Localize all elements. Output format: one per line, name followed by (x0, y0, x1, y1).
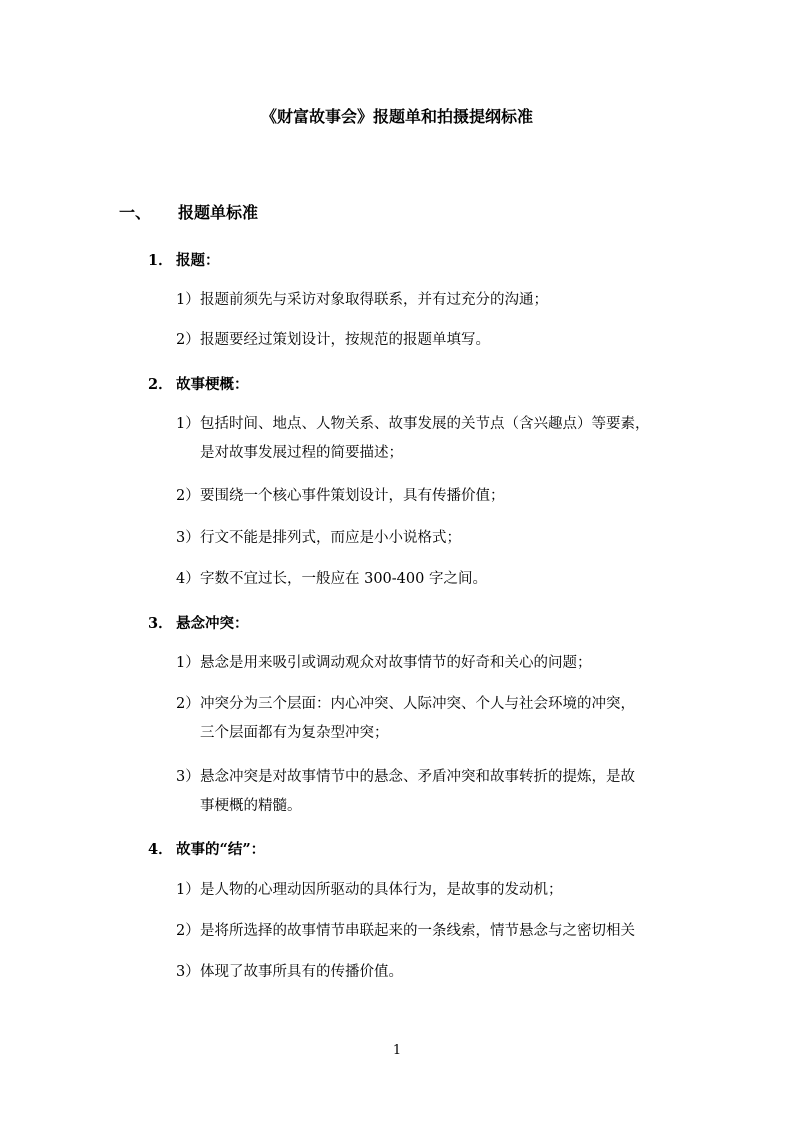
section-title: 报题单标准 (178, 203, 259, 222)
list-item (176, 917, 686, 946)
item-text: 包括时间、地点、人物关系、故事发展的关节点（含兴趣点）等要素， (200, 416, 650, 432)
list-item (176, 524, 686, 553)
item-text: 要围绕一个核心事件策划设计，具有传播价值； (200, 488, 505, 504)
subsection-number: 3． (148, 615, 173, 632)
item-number: 1） (176, 882, 200, 898)
list-item (176, 763, 686, 821)
subsection-number: 4． (148, 841, 173, 858)
item-text: 悬念冲突是对故事情节中的悬念、矛盾冲突和故事转折的提炼，是故 (200, 769, 635, 785)
item-text-continued: 事梗概的精髓。 (200, 798, 302, 814)
item-text: 报题前须先与采访对象取得联系，并有过充分的沟通； (200, 292, 548, 308)
list-item (176, 326, 686, 355)
section-number: 一、 (119, 203, 152, 222)
item-text: 体现了故事所具有的传播价值。 (200, 964, 403, 980)
item-number: 2） (176, 923, 200, 939)
item-text: 行文不能是排列式，而应是小小说格式； (200, 530, 461, 546)
subsection-title: 报题： (176, 252, 220, 269)
subsection-title: 悬念冲突： (176, 615, 249, 632)
item-text: 冲突分为三个层面：内心冲突、人际冲突、个人与社会环境的冲突， (200, 696, 635, 712)
subsection-heading (148, 373, 249, 394)
item-text: 报题要经过策划设计，按规范的报题单填写。 (200, 332, 490, 348)
subsection-title: 故事的“结”： (176, 841, 266, 858)
list-item (176, 565, 686, 594)
item-number: 2） (176, 696, 200, 712)
item-number: 2） (176, 332, 200, 348)
item-text: 是将所选择的故事情节串联起来的一条线索，情节悬念与之密切相关 (200, 923, 635, 939)
item-text: 字数不宜过长，一般应在 300-400 字之间。 (200, 571, 487, 587)
list-item (176, 649, 686, 678)
item-number: 2） (176, 488, 200, 504)
section-heading (119, 200, 258, 223)
document-title: 《财富故事会》报题单和拍摄提纲标准 (260, 107, 533, 126)
page-number: 1 (392, 1043, 402, 1058)
list-item (176, 482, 686, 511)
list-item (176, 876, 686, 905)
subsection-heading (148, 838, 265, 859)
item-number: 1） (176, 655, 200, 671)
item-number: 3） (176, 530, 200, 546)
item-number: 1） (176, 416, 200, 432)
item-text-continued: 是对故事发展过程的简要描述； (200, 445, 403, 461)
subsection-number: 2． (148, 376, 173, 393)
item-text: 是人物的心理动因所驱动的具体行为，是故事的发动机； (200, 882, 563, 898)
subsection-heading (148, 249, 220, 270)
list-item (176, 286, 686, 315)
subsection-heading (148, 612, 249, 633)
item-number: 3） (176, 769, 200, 785)
item-text: 悬念是用来吸引或调动观众对故事情节的好奇和关心的问题； (200, 655, 592, 671)
list-item (176, 690, 686, 748)
item-number: 4） (176, 571, 200, 587)
list-item (176, 410, 686, 468)
item-text-continued: 三个层面都有为复杂型冲突； (200, 725, 389, 741)
subsection-number: 1． (148, 252, 173, 269)
item-number: 3） (176, 964, 200, 980)
item-number: 1） (176, 292, 200, 308)
list-item (176, 958, 686, 987)
subsection-title: 故事梗概： (176, 376, 249, 393)
